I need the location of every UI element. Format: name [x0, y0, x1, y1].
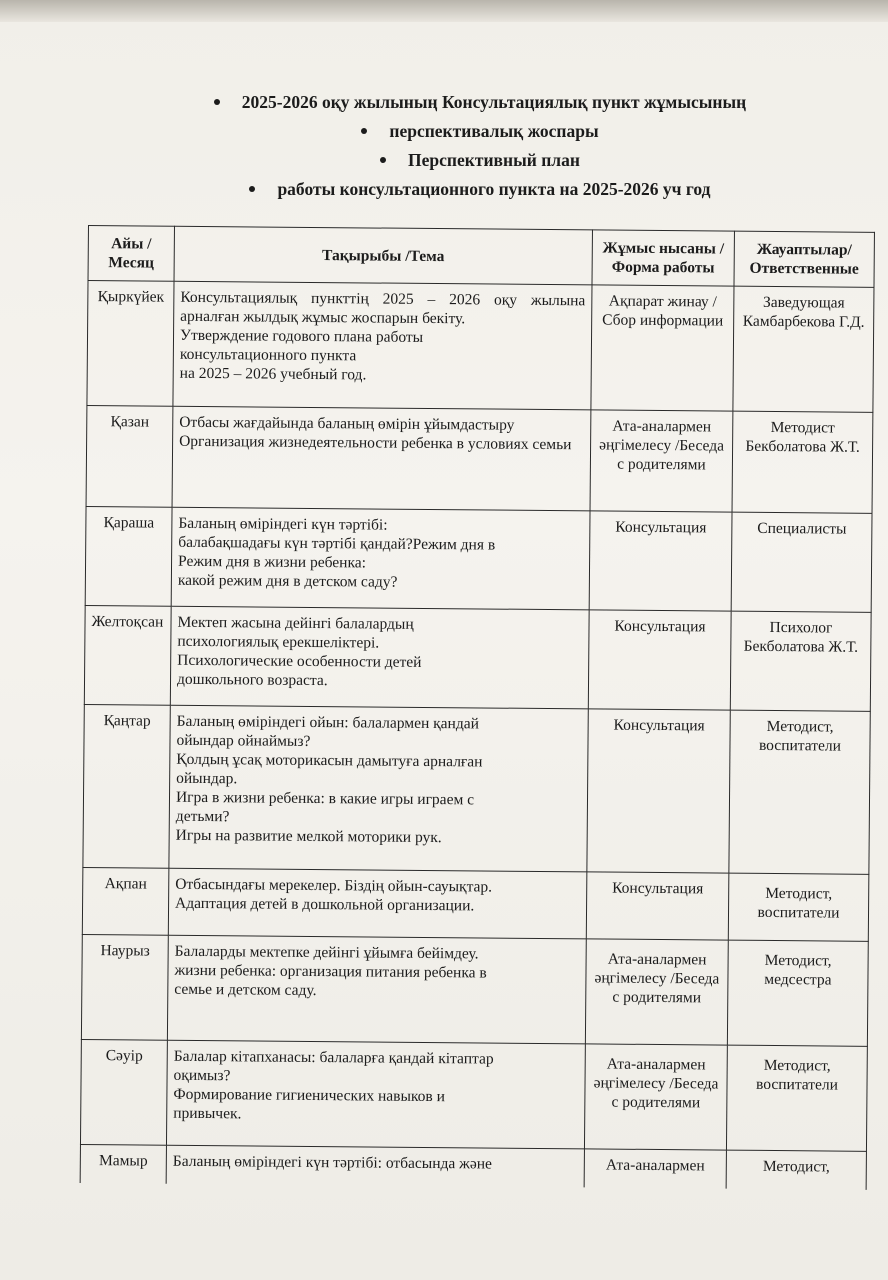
- topic-cell: Консультациялық пункттің 2025 – 2026 оқу жылына арналған жылдық жұмыс жоспарын бекіту. Утверждение годового плана работы консультационного пункта на 2025 – 2026 учебный год.: [173, 281, 592, 410]
- responsible-cell: Специалисты: [731, 512, 872, 612]
- table-row: [84, 605, 871, 711]
- column-header-form: Жұмыс нысаны /Форма работы: [592, 230, 734, 286]
- responsible-cell: Методист, воспитатели: [726, 1045, 867, 1151]
- topic-cell: Баланың өміріндегі ойын: балалармен қандай ойындар ойнаймыз? Қолдың ұсақ моторикасын дамытуға арналған ойындар. Игра в жизни ребенка: в какие игры играем с детьми? Игры на развитие мелкой моторики рук.: [169, 705, 588, 872]
- responsible-cell: Заведующая Камбарбекова Г.Д.: [733, 286, 874, 412]
- month-cell: Мамыр: [80, 1144, 166, 1183]
- column-header-month: Айы /Месяц: [88, 226, 174, 282]
- header-line: работы консультационного пункта на 2025-2026 уч год: [100, 175, 860, 204]
- header-line: перспективалық жоспары: [100, 117, 860, 146]
- form-cell: Консультация: [589, 511, 732, 611]
- topic-cell: Отбасындағы мерекелер. Біздің ойын-сауықтар. Адаптация детей в дошкольной организации.: [168, 868, 587, 939]
- header-list: [100, 88, 860, 204]
- month-cell: Қараша: [85, 506, 172, 606]
- form-cell: Ата-аналармен: [584, 1149, 726, 1189]
- month-cell: Ақпан: [82, 867, 169, 935]
- form-cell: Консультация: [587, 709, 730, 873]
- table-row: [86, 405, 873, 513]
- bullet-icon: [249, 186, 255, 192]
- month-cell: Қазан: [86, 405, 173, 507]
- column-header-responsible: Жауаптылар/ Ответственные: [734, 231, 874, 287]
- responsible-cell: Методист Бекболатова Ж.Т.: [732, 411, 873, 513]
- table-header-row: [88, 226, 874, 288]
- table-row: [80, 1144, 866, 1189]
- topic-cell: Балалар кітапханасы: балаларға қандай кітаптар оқимыз? Формирование гигиенических навыков и привычек.: [166, 1040, 585, 1149]
- form-cell: Ата-аналармен әңгімелесу /Беседа с родителями: [584, 1044, 727, 1150]
- month-cell: Сәуір: [80, 1039, 167, 1145]
- table-row: [82, 867, 869, 941]
- table-row: [80, 1039, 867, 1151]
- table-row: [83, 704, 870, 874]
- topic-cell: Мектеп жасына дейінгі балалардың психологиялық ерекшеліктері. Психологические особенности детей дошкольного возраста.: [170, 606, 589, 709]
- column-header-topic: Тақырыбы /Тема: [174, 226, 592, 285]
- form-cell: Ата-аналармен әңгімелесу /Беседа с родителями: [590, 410, 733, 512]
- month-cell: Қаңтар: [83, 704, 170, 868]
- responsible-cell: Психолог Бекболатова Ж.Т.: [730, 611, 871, 711]
- bullet-icon: [214, 99, 220, 105]
- month-cell: Қыркүйек: [87, 281, 174, 407]
- paper-edge: [0, 0, 888, 22]
- table-row: [87, 281, 874, 413]
- bullet-icon: [380, 157, 386, 163]
- plan-table: [80, 225, 875, 1190]
- topic-cell: Балаларды мектепке дейінгі ұйымға бейімдеу. жизни ребенка: организация питания ребенка в семье и детском саду.: [167, 935, 586, 1044]
- topic-cell: Баланың өміріндегі күн тәртібі: отбасында және: [166, 1145, 584, 1187]
- month-cell: Желтоқсан: [84, 605, 171, 705]
- form-cell: Ата-аналармен әңгімелесу /Беседа с родителями: [585, 939, 728, 1045]
- form-cell: Ақпарат жинау /Сбор информации: [591, 285, 734, 411]
- form-cell: Консультация: [588, 610, 731, 710]
- responsible-cell: Методист, воспитатели: [728, 873, 869, 941]
- responsible-cell: Методист,: [726, 1150, 866, 1190]
- form-cell: Консультация: [586, 872, 729, 940]
- header-line: 2025-2026 оқу жылының Консультациялық пункт жұмысының: [100, 88, 860, 117]
- document-header: [100, 88, 860, 204]
- table-row: [81, 934, 868, 1046]
- header-line: Перспективный план: [100, 146, 860, 175]
- topic-cell: Отбасы жағдайында баланың өмірін ұйымдастыру Организация жизнедеятельности ребенка в условиях семьи: [172, 406, 591, 511]
- table-row: [85, 506, 872, 612]
- topic-cell: Баланың өміріндегі күн тәртібі: балабақшадағы күн тәртібі қандай?Режим дня в Режим дня в жизни ребенка: какой режим дня в детском саду?: [171, 507, 590, 610]
- responsible-cell: Методист, медсестра: [727, 940, 868, 1046]
- responsible-cell: Методист, воспитатели: [729, 710, 870, 874]
- bullet-icon: [361, 128, 367, 134]
- month-cell: Наурыз: [81, 934, 168, 1040]
